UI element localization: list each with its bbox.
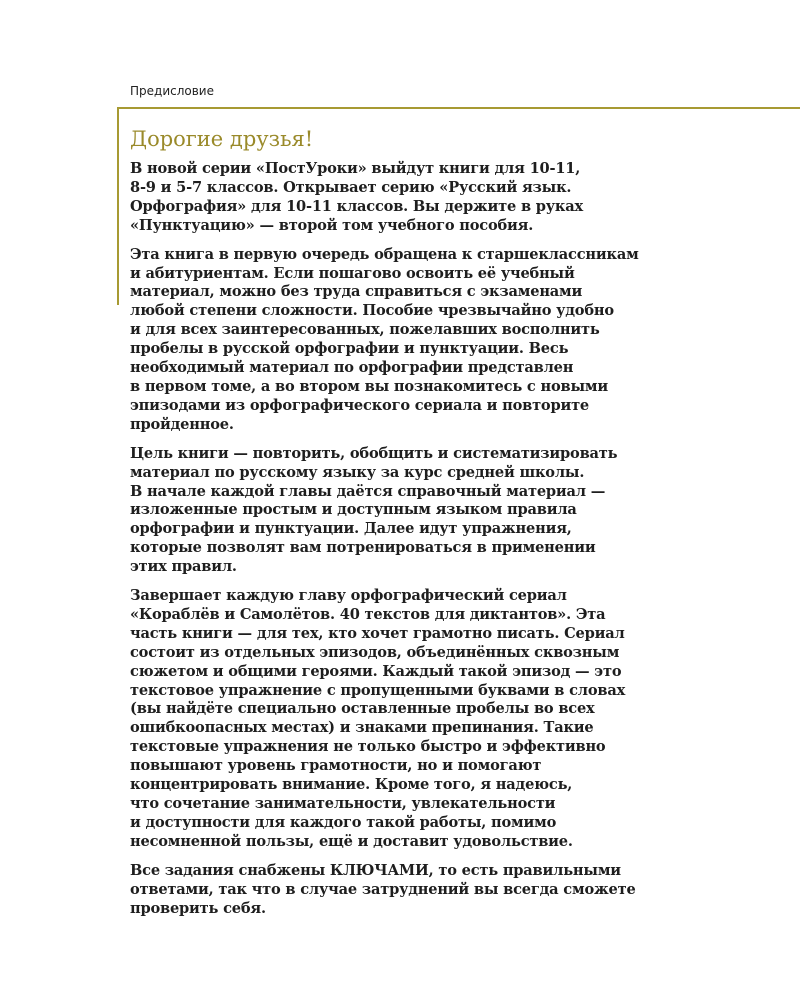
running-header: Предисловие	[130, 84, 214, 98]
paragraph-serial: Завершает каждую главу орфографический сериал «Кораблёв и Самолётов. 40 текстов для диктантов». Эта часть книги — для тех, кто хочет грамотно писать. Сериал состоит из отдельных эпизодов, объединённых сквозным сюжетом и общими героями. Каждый такой эпизод — это текстовое упражнение с пропущенными буквами в словах (вы найдёте специально оставленные пробелы во всех ошибкоопасных местах) и знаками препинания. Такие текстовые упражнения не только быстро и эффективно повышают уровень грамотности, но и помогают концентрировать внимание. Кроме того, я надеюсь, что сочетание занимательности, увлекательности и доступности для каждого такой работы, помимо несомненной пользы, ещё и доставит удовольствие.	[130, 587, 626, 850]
paragraph-goal: Цель книги — повторить, обобщить и систематизировать материал по русскому языку за курс средней школы. В начале каждой главы даётся справочный материал — изложенные простым и доступным языком правила орфографии и пунктуации. Далее идут упражнения, которые позволят вам потренироваться в применении этих правил.	[130, 444, 618, 576]
frame-top-rule	[117, 107, 800, 109]
page-title: Дорогие друзья!	[130, 127, 314, 151]
paragraph-keys: Все задания снабжены КЛЮЧАМИ, то есть правильными ответами, так что в случае затруднений вы всегда сможете проверить себя.	[130, 861, 636, 917]
preface-body	[130, 124, 698, 928]
paragraph-intro: В новой серии «ПостУроки» выйдут книги для 10-11, 8-9 и 5-7 классов. Открывает серию «Русский язык. Орфография» для 10-11 классов. Вы держите в руках «Пунктуацию» — второй том учебного пособия.	[130, 160, 584, 234]
frame-left-rule	[117, 107, 119, 305]
paragraph-audience: Эта книга в первую очередь обращена к старшеклассникам и абитуриентам. Если пошагово освоить её учебный материал, можно без труда справиться с экзаменами любой степени сложности. Пособие чрезвычайно удобно и для всех заинтересованных, пожелавших восполнить пробелы в русской орфографии и пунктуации. Весь необходимый материал по орфографии представлен в первом томе, а во втором вы познакомитесь с новыми эпизодами из орфографического сериала и повторите пройденное.	[130, 245, 639, 433]
